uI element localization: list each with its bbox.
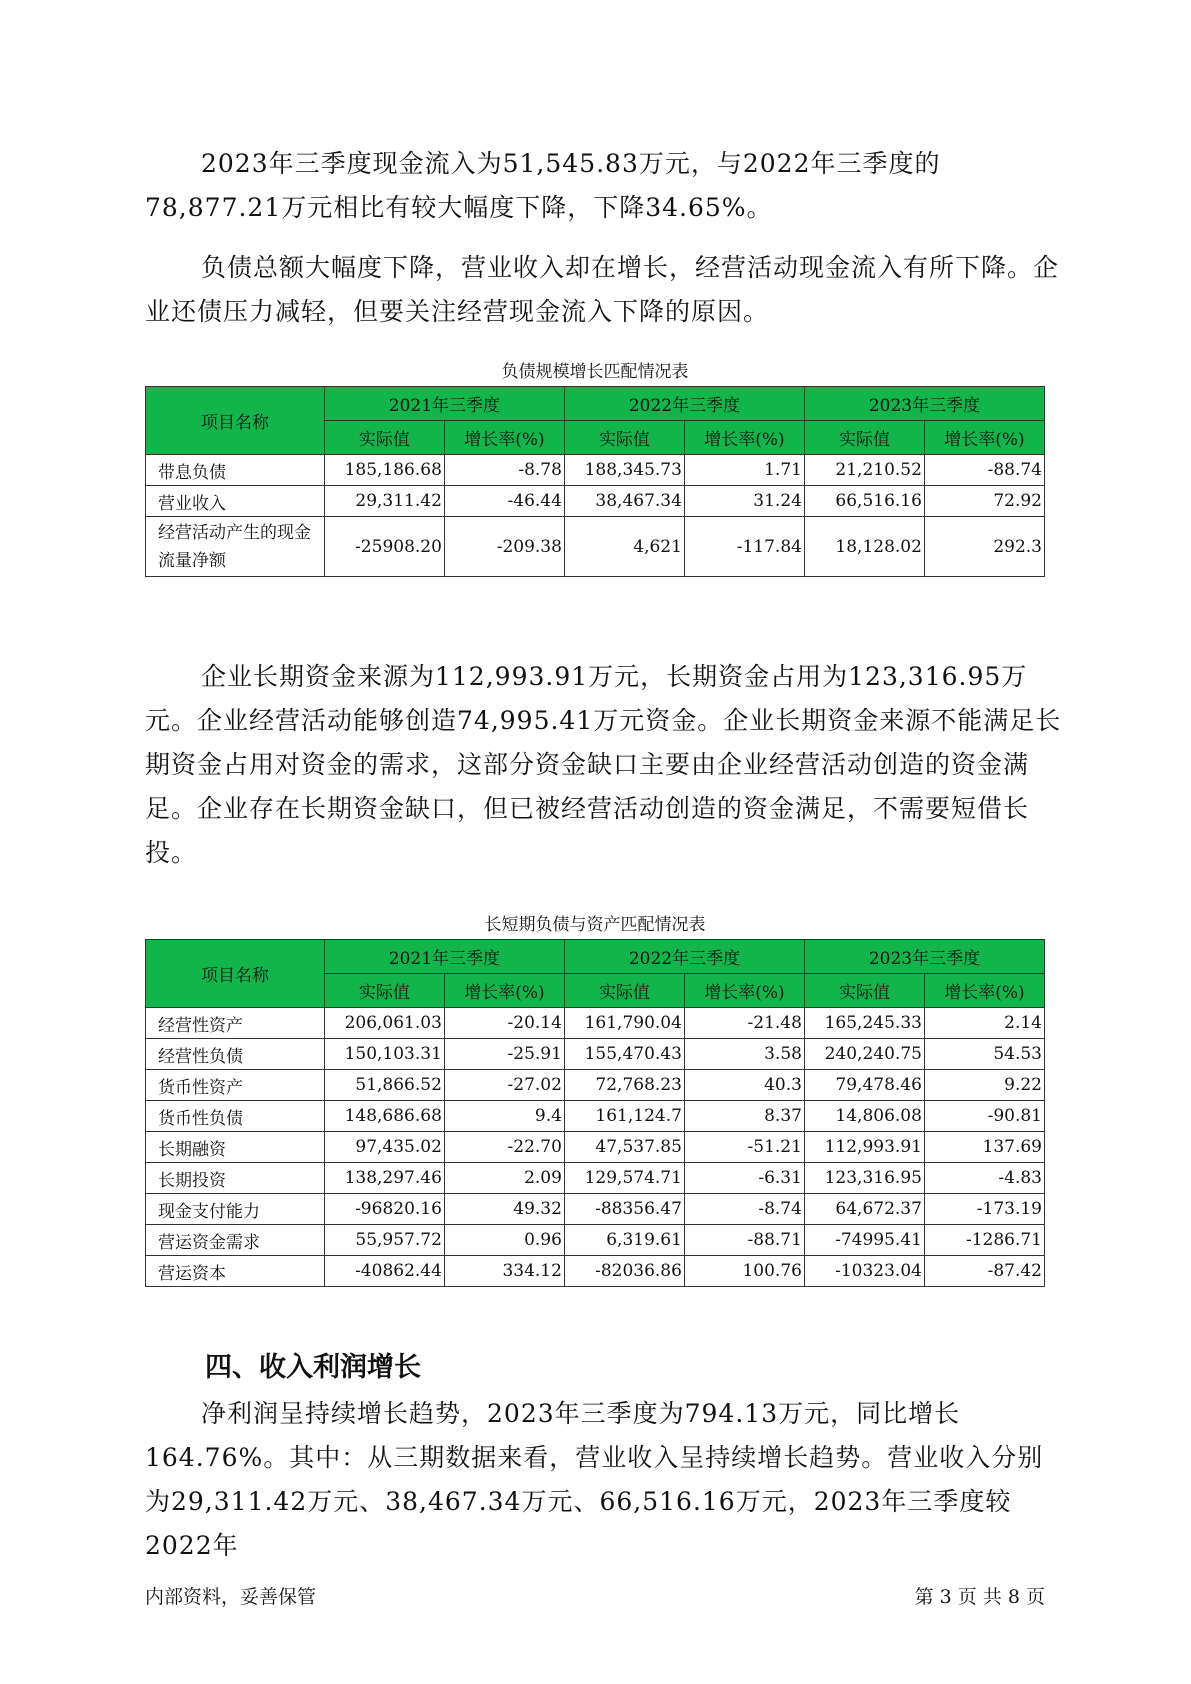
cell-value: 21,210.52 [804, 455, 924, 486]
table-header-period: 2023年三季度 [804, 387, 1044, 421]
cell-value: -25908.20 [324, 517, 444, 577]
cell-value: 72,768.23 [564, 1070, 684, 1101]
cell-value: 137.69 [924, 1132, 1044, 1163]
row-name: 营运资本 [146, 1256, 325, 1287]
cell-value: -117.84 [684, 517, 804, 577]
cell-value: -88356.47 [564, 1194, 684, 1225]
table-subheader: 实际值 [564, 974, 684, 1008]
table2-caption: 长短期负债与资产匹配情况表 [484, 915, 706, 935]
cell-value: -90.81 [924, 1101, 1044, 1132]
cell-value: -87.42 [924, 1256, 1044, 1287]
cell-value: 31.24 [684, 486, 804, 517]
footer-confidential: 内部资料，妥善保管 [145, 1586, 317, 1608]
cell-value: -8.78 [444, 455, 564, 486]
table-row [146, 1101, 1045, 1132]
row-name: 货币性负债 [146, 1101, 325, 1132]
cell-value: -22.70 [444, 1132, 564, 1163]
cell-value: 188,345.73 [564, 455, 684, 486]
cell-value: 8.37 [684, 1101, 804, 1132]
row-name: 货币性资产 [146, 1070, 325, 1101]
table-header-period: 2021年三季度 [324, 940, 564, 974]
cell-value: 4,621 [564, 517, 684, 577]
cell-value: 100.76 [684, 1256, 804, 1287]
row-name: 经营性资产 [146, 1008, 325, 1039]
table-subheader: 实际值 [564, 421, 684, 455]
cell-value: 64,672.37 [804, 1194, 924, 1225]
cell-value: 161,790.04 [564, 1008, 684, 1039]
cell-value: 240,240.75 [804, 1039, 924, 1070]
cell-value: 161,124.7 [564, 1101, 684, 1132]
cell-value: 6,319.61 [564, 1225, 684, 1256]
cell-value: -74995.41 [804, 1225, 924, 1256]
cell-value: 206,061.03 [324, 1008, 444, 1039]
table-subheader: 增长率(%) [924, 974, 1044, 1008]
cell-value: 292.3 [924, 517, 1044, 577]
table-header-period: 2022年三季度 [564, 387, 804, 421]
cell-value: 1.71 [684, 455, 804, 486]
table-row [146, 517, 1045, 577]
cell-value: 150,103.31 [324, 1039, 444, 1070]
footer-page-number: 第 3 页 共 8 页 [914, 1586, 1045, 1608]
cell-value: -10323.04 [804, 1256, 924, 1287]
table-header-period: 2023年三季度 [804, 940, 1044, 974]
cell-value: 55,957.72 [324, 1225, 444, 1256]
cell-value: 38,467.34 [564, 486, 684, 517]
cell-value: 185,186.68 [324, 455, 444, 486]
table-subheader: 增长率(%) [684, 421, 804, 455]
table-subheader: 实际值 [324, 421, 444, 455]
cell-value: -40862.44 [324, 1256, 444, 1287]
row-name: 长期融资 [146, 1132, 325, 1163]
paragraph-debt-analysis: 负债总额大幅度下降，营业收入却在增长，经营活动现金流入有所下降。企业还债压力减轻，但要关注经营现金流入下降的原因。 [145, 253, 1060, 326]
table-row [146, 1039, 1045, 1070]
cell-value: -96820.16 [324, 1194, 444, 1225]
section-heading: 四、收入利润增长 [205, 1352, 421, 1383]
cell-value: -4.83 [924, 1163, 1044, 1194]
table-row [146, 1008, 1045, 1039]
row-name: 营运资金需求 [146, 1225, 325, 1256]
table-row [146, 1132, 1045, 1163]
cell-value: -51.21 [684, 1132, 804, 1163]
cell-value: 66,516.16 [804, 486, 924, 517]
cell-value: 79,478.46 [804, 1070, 924, 1101]
cell-value: 14,806.08 [804, 1101, 924, 1132]
cell-value: -21.48 [684, 1008, 804, 1039]
table-row [146, 486, 1045, 517]
row-name: 现金支付能力 [146, 1194, 325, 1225]
cell-value: 51,866.52 [324, 1070, 444, 1101]
cell-value: -6.31 [684, 1163, 804, 1194]
cell-value: 165,245.33 [804, 1008, 924, 1039]
table-subheader: 增长率(%) [444, 974, 564, 1008]
cell-value: 334.12 [444, 1256, 564, 1287]
cell-value: 138,297.46 [324, 1163, 444, 1194]
table-header-period: 2022年三季度 [564, 940, 804, 974]
table-subheader: 实际值 [324, 974, 444, 1008]
cell-value: 54.53 [924, 1039, 1044, 1070]
cell-value: 2.14 [924, 1008, 1044, 1039]
cell-value: -46.44 [444, 486, 564, 517]
cell-value: 112,993.91 [804, 1132, 924, 1163]
cell-value: 148,686.68 [324, 1101, 444, 1132]
cell-value: 155,470.43 [564, 1039, 684, 1070]
cell-value: 2.09 [444, 1163, 564, 1194]
cell-value: 3.58 [684, 1039, 804, 1070]
cell-value: -25.91 [444, 1039, 564, 1070]
table-header-name: 项目名称 [146, 387, 325, 455]
paragraph-profit-growth: 净利润呈持续增长趋势，2023年三季度为794.13万元，同比增长164.76%。其中：从三期数据来看，营业收入呈持续增长趋势。营业收入分别为29,311.42万元、38,467.34万元、66,516.16万元，2023年三季度较2022年 [145, 1399, 1044, 1560]
asset-liability-table [145, 939, 1045, 1287]
row-name: 经营活动产生的现金流量净额 [146, 517, 325, 577]
cell-value: -20.14 [444, 1008, 564, 1039]
table-subheader: 实际值 [804, 421, 924, 455]
cell-value: 123,316.95 [804, 1163, 924, 1194]
table-row [146, 1225, 1045, 1256]
table-row [146, 1070, 1045, 1101]
cell-value: 47,537.85 [564, 1132, 684, 1163]
cell-value: 29,311.42 [324, 486, 444, 517]
table1-caption: 负债规模增长匹配情况表 [501, 362, 689, 382]
cell-value: 40.3 [684, 1070, 804, 1101]
cell-value: 129,574.71 [564, 1163, 684, 1194]
cell-value: 0.96 [444, 1225, 564, 1256]
cell-value: -8.74 [684, 1194, 804, 1225]
cell-value: 72.92 [924, 486, 1044, 517]
cell-value: -27.02 [444, 1070, 564, 1101]
paragraph-cash-inflow: 2023年三季度现金流入为51,545.83万元，与2022年三季度的78,877.21万元相比有较大幅度下降，下降34.65%。 [145, 149, 941, 222]
cell-value: -88.71 [684, 1225, 804, 1256]
row-name: 带息负债 [146, 455, 325, 486]
table-header-period: 2021年三季度 [324, 387, 564, 421]
table-subheader: 增长率(%) [924, 421, 1044, 455]
debt-scale-table [145, 386, 1045, 577]
row-name: 长期投资 [146, 1163, 325, 1194]
cell-value: 97,435.02 [324, 1132, 444, 1163]
row-name: 营业收入 [146, 486, 325, 517]
table-subheader: 实际值 [804, 974, 924, 1008]
cell-value: -209.38 [444, 517, 564, 577]
cell-value: -82036.86 [564, 1256, 684, 1287]
cell-value: -173.19 [924, 1194, 1044, 1225]
cell-value: -88.74 [924, 455, 1044, 486]
table-row [146, 455, 1045, 486]
table-subheader: 增长率(%) [684, 974, 804, 1008]
cell-value: -1286.71 [924, 1225, 1044, 1256]
cell-value: 9.22 [924, 1070, 1044, 1101]
row-name: 经营性负债 [146, 1039, 325, 1070]
table-subheader: 增长率(%) [444, 421, 564, 455]
table-row [146, 1163, 1045, 1194]
paragraph-long-term-funds: 企业长期资金来源为112,993.91万元，长期资金占用为123,316.95万元。企业经营活动能够创造74,995.41万元资金。企业长期资金来源不能满足长期资金占用对资金的需求，这部分资金缺口主要由企业经营活动创造的资金满足。企业存在长期资金缺口，但已被经营活动创造的资金满足，不需要短借长投。 [145, 662, 1062, 867]
cell-value: 9.4 [444, 1101, 564, 1132]
table-row [146, 1194, 1045, 1225]
cell-value: 49.32 [444, 1194, 564, 1225]
table-row [146, 1256, 1045, 1287]
cell-value: 18,128.02 [804, 517, 924, 577]
table-header-name: 项目名称 [146, 940, 325, 1008]
